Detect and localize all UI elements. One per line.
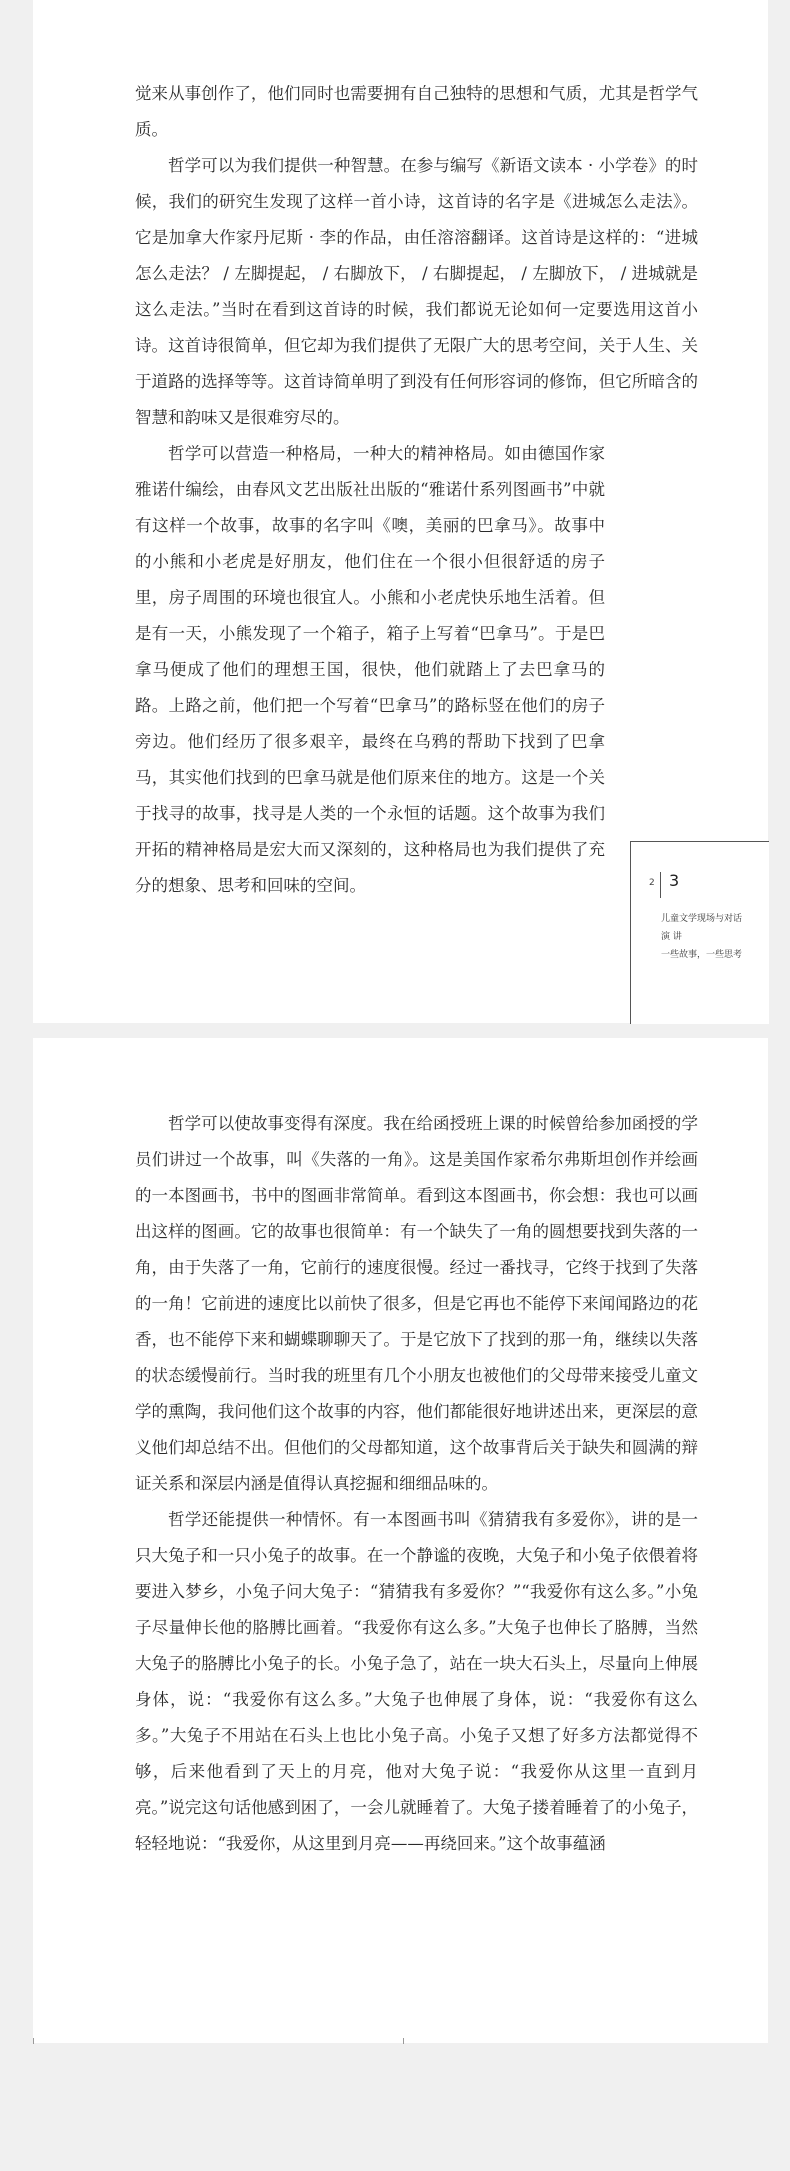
page-center-mark (403, 2038, 404, 2044)
footer-divider (660, 872, 661, 898)
paragraph: 哲学可以为我们提供一种智慧。在参与编写《新语文读本 · 小学卷》的时候，我们的研究生发现了这样一首小诗，这首诗的名字是《进城怎么走法》。它是加拿大作家丹尼斯 · 李的作品，由任溶溶翻译。这首诗是这样的：“进城怎么走法？ / 左脚提起， / 右脚放下， / 右脚提起， / 左脚放下， / 进城就是这么走法。”当时在看到这首诗的时候，我们都说无论如何一定要选用这首小诗。这首诗很简单，但它却为我们提供了无限广大的思考空间，关于人生、关于道路的选择等等。这首诗简单明了到没有任何形容词的修饰，但它所暗含的智慧和韵味又是很难穷尽的。 (135, 156, 698, 427)
paragraph: 哲学还能提供一种情怀。有一本图画书叫《猜猜我有多爱你》，讲的是一只大兔子和一只小兔子的故事。在一个静谧的夜晚，大兔子和小兔子依偎着将要进入梦乡，小兔子问大兔子：“猜猜我有多爱你？”“我爱你有这么多。”小兔子尽量伸长他的胳膊比画着。“我爱你有这么多。”大兔子也伸长了胳膊，当然大兔子的胳膊比小兔子的长。小兔子急了，站在一块大石头上，尽量向上伸展身体，说：“我爱你有这么多。”大兔子也伸展了身体，说：“我爱你有这么多。”大兔子不用站在石头上也比小兔子高。小兔子又想了好多方法都觉得不够，后来他看到了天上的月亮，他对大兔子说：“我爱你从这里一直到月亮。”说完这句话他感到困了，一会儿就睡着了。大兔子搂着睡着了的小兔子，轻轻地说：“我爱你，从这里到月亮——再绕回来。”这个故事蕴涵 (135, 1510, 698, 1853)
page-2-body-text (135, 1106, 698, 1862)
page-1-body-text (135, 76, 698, 904)
footer-small-number: 2 (649, 878, 655, 888)
paragraph: 哲学可以营造一种格局，一种大的精神格局。如由德国作家雅诺什编绘，由春风文艺出版社出版的“雅诺什系列图画书”中就有这样一个故事，故事的名字叫《噢，美丽的巴拿马》。故事中的小熊和小老虎是好朋友，他们住在一个很小但很舒适的房子里，房子周围的环境也很宜人。小熊和小老虎快乐地生活着。但是有一天，小熊发现了一个箱子，箱子上写着“巴拿马”。于是巴拿马便成了他们的理想王国，很快，他们就踏上了去巴拿马的路。上路之前，他们把一个写着“巴拿马”的路标竖在他们的房子旁边。他们经历了很多艰辛，最终在乌鸦的帮助下找到了巴拿马，其实他们找到的巴拿马就是他们原来住的地方。这是一个关于找寻的故事，找寻是人类的一个永恒的话题。这个故事为我们开拓的精神格局是宏大而又深刻的，这种格局也为我们提供了充分的想象、思考和回味的空间。 (135, 444, 605, 895)
footer-book-title: 儿童文学现场与对话 (661, 914, 743, 924)
page-edge-mark (33, 2038, 34, 2044)
footer-section-label: 演 讲 (661, 932, 682, 942)
footer-chapter-title: 一些故事，一些思考 (661, 950, 743, 960)
paragraph: 哲学可以使故事变得有深度。我在给函授班上课的时候曾给参加函授的学员们讲过一个故事，叫《失落的一角》。这是美国作家希尔弗斯坦创作并绘画的一本图画书，书中的图画非常简单。看到这本图画书，你会想：我也可以画出这样的图画。它的故事也很简单：有一个缺失了一角的圆想要找到失落的一角，由于失落了一角，它前行的速度很慢。经过一番找寻，它终于找到了失落的一角！它前进的速度比以前快了很多，但是它再也不能停下来闻闻路边的花香，也不能停下来和蝴蝶聊聊天了。于是它放下了找到的那一角，继续以失落的状态缓慢前行。当时我的班里有几个小朋友也被他们的父母带来接受儿童文学的熏陶，我问他们这个故事的内容，他们都能很好地讲述出来，更深层的意义他们却总结不出。但他们的父母都知道，这个故事背后关于缺失和圆满的辩证关系和深层内涵是值得认真挖掘和细细品味的。 (135, 1114, 698, 1493)
page-number: 3 (669, 871, 680, 890)
paragraph: 觉来从事创作了，他们同时也需要拥有自己独特的思想和气质，尤其是哲学气质。 (135, 84, 698, 139)
page-footer-box (630, 841, 769, 1024)
